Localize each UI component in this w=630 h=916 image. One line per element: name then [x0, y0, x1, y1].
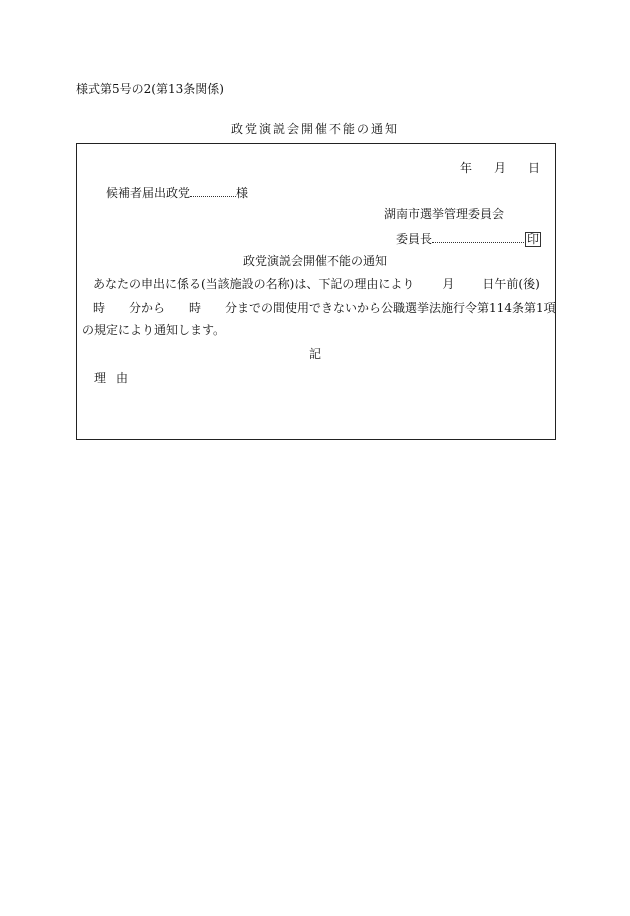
day-label: 日: [527, 161, 540, 175]
body-from-label: 分から: [129, 301, 166, 315]
date-line: [460, 161, 540, 175]
seal-mark: 印: [527, 232, 540, 246]
body-line-1-text: あなたの申出に係る(当該施設の名称)は、下記の理由により: [93, 277, 415, 291]
body-line-1: [93, 277, 540, 291]
body-line-2: [93, 301, 556, 315]
body-hour-label-1: 時: [93, 301, 106, 315]
chair-name-blank: [432, 231, 524, 243]
addressee-suffix: 様: [236, 186, 249, 200]
addressee-line: [106, 185, 248, 200]
chair-title: 委員長: [396, 232, 433, 246]
inner-title: 政党演説会開催不能の通知: [242, 254, 387, 268]
committee-name: 湖南市選挙管理委員会: [384, 207, 505, 221]
year-label: 年: [459, 161, 472, 175]
addressee-blank: [190, 185, 236, 197]
document-title: 政党演説会開催不能の通知: [230, 122, 399, 136]
body-line-2-rest: 分までの間使用できないから公職選挙法施行令第114条第1項: [225, 301, 556, 315]
reason-label: 理由: [94, 371, 139, 385]
chair-line: [396, 231, 541, 247]
addressee-prefix: 候補者届出政党: [106, 186, 191, 200]
body-line-3: の規定により通知します。: [82, 323, 226, 337]
form-number: 様式第5号の2(第13条関係): [76, 82, 224, 96]
month-label: 月: [493, 161, 506, 175]
body-hour-label-2: 時: [189, 301, 202, 315]
note-heading: 記: [308, 347, 321, 361]
body-day-ampm-label: 日午前(後): [482, 277, 540, 291]
body-month-label: 月: [442, 277, 455, 291]
